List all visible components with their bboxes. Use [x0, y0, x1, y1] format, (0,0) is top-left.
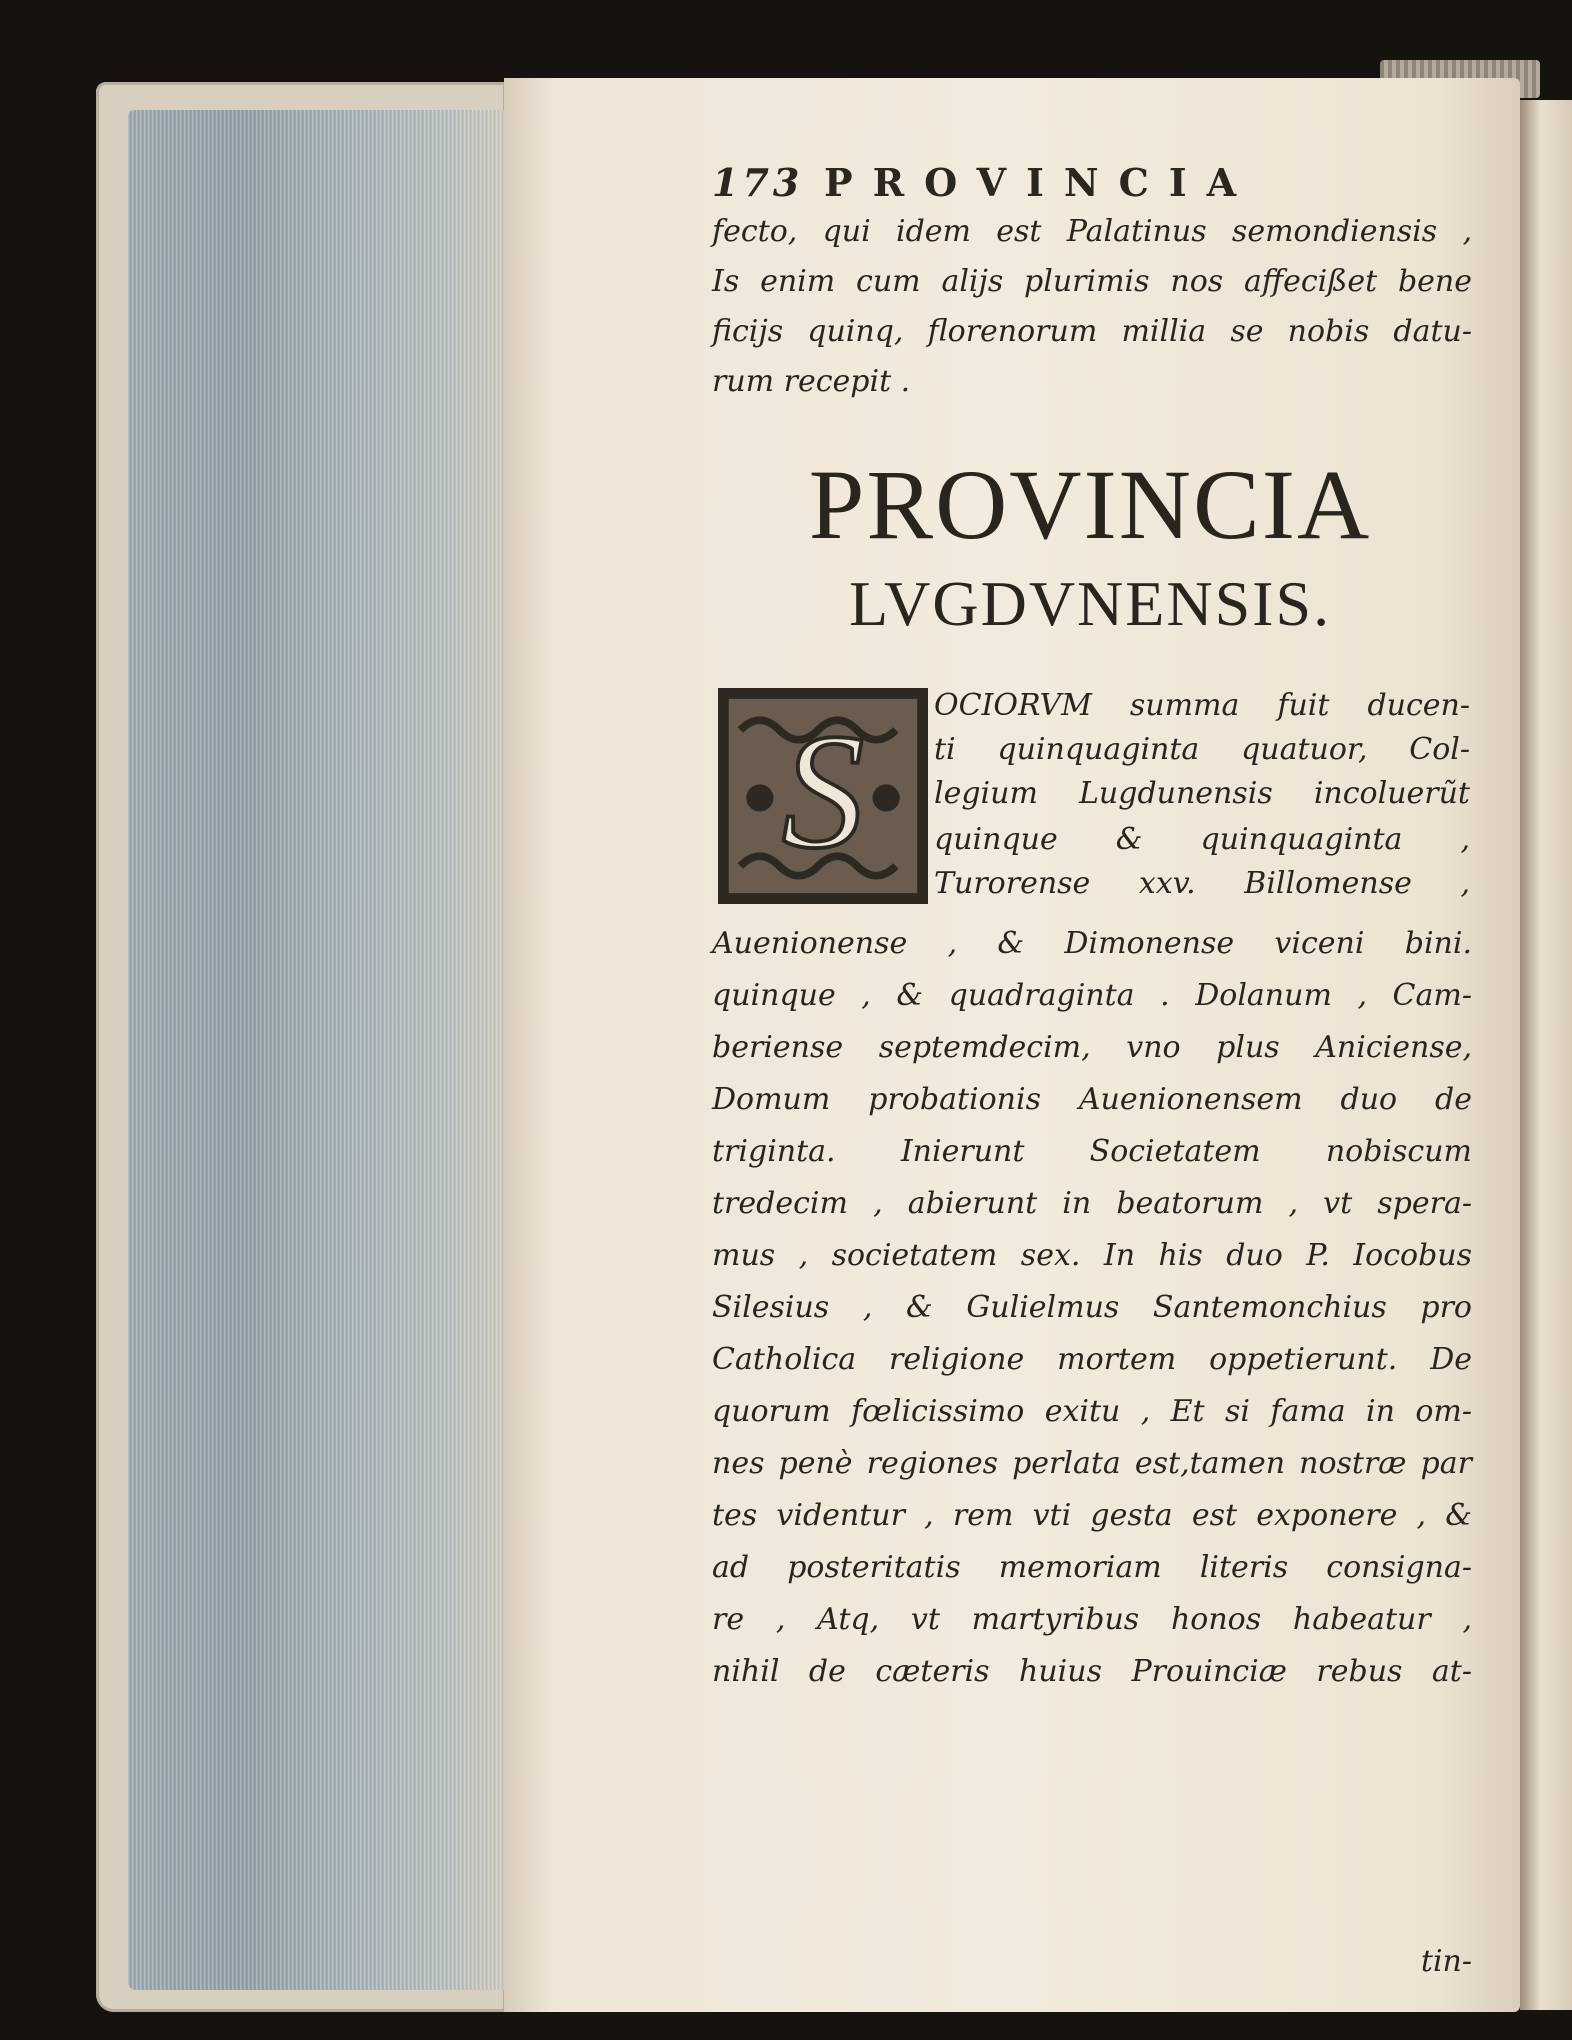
- facing-page-edge: [1520, 100, 1572, 2010]
- body-line: OCIORVM summa fuit ducen-: [934, 688, 1470, 723]
- catchword: tin-: [1420, 1944, 1472, 1979]
- body-line: Catholica religione mortem oppetierunt. De: [712, 1342, 1472, 1377]
- body-line: Auenionense , & Dimonense viceni bini.: [712, 926, 1472, 961]
- intro-line: rum recepit .: [712, 364, 911, 399]
- body-line: nihil de cæteris huius Prouinciæ rebus at-: [712, 1654, 1472, 1689]
- page-block-edges: [128, 110, 504, 1990]
- running-head-title: PROVINCIA: [824, 160, 1257, 205]
- body-line: mus , societatem sex. In his duo P. Iocobus: [712, 1238, 1472, 1273]
- body-line: Silesius , & Gulielmus Santemonchius pro: [712, 1290, 1472, 1325]
- section-subheading: LVGDVNENSIS.: [848, 568, 1332, 639]
- section-heading: PROVINCIA: [808, 449, 1372, 560]
- body-line: quinque , & quadraginta . Dolanum , Cam-: [712, 978, 1472, 1013]
- body-line: beriense septemdecim, vno plus Aniciense,: [712, 1030, 1472, 1065]
- body-line: quinque & quinquaginta ,: [934, 822, 1470, 857]
- page-number: 173: [712, 160, 804, 205]
- body-line: Domum probationis Auenionensem duo de: [712, 1082, 1472, 1117]
- body-line: tes videntur , rem vti gesta est exponere , &: [712, 1498, 1472, 1533]
- intro-line: fecto, qui idem est Palatinus semondiensis ,: [712, 214, 1472, 249]
- body-line: ad posteritatis memoriam literis consigna-: [712, 1550, 1472, 1585]
- intro-line: Is enim cum alijs plurimis nos affecißet bene: [712, 264, 1472, 299]
- body-line: nes penè regiones perlata est,tamen nostræ par: [712, 1446, 1472, 1481]
- intro-line: ficijs quinq, florenorum millia se nobis datu-: [712, 314, 1472, 349]
- body-line: ti quinquaginta quatuor, Col-: [934, 732, 1470, 767]
- decorated-initial: [718, 688, 928, 904]
- body-line: quorum fœlicissimo exitu , Et si fama in om-: [712, 1394, 1472, 1429]
- initial-letter: S: [781, 699, 865, 883]
- body-line: tredecim , abierunt in beatorum , vt spera-: [712, 1186, 1472, 1221]
- body-line: Turorense xxv. Billomense ,: [934, 866, 1470, 901]
- body-line: legium Lugdunensis incoluerũt: [934, 776, 1470, 811]
- body-line: re , Atq, vt martyribus honos habeatur ,: [712, 1602, 1472, 1637]
- body-line: triginta. Inierunt Societatem nobiscum: [712, 1134, 1472, 1169]
- running-head: [712, 160, 1352, 208]
